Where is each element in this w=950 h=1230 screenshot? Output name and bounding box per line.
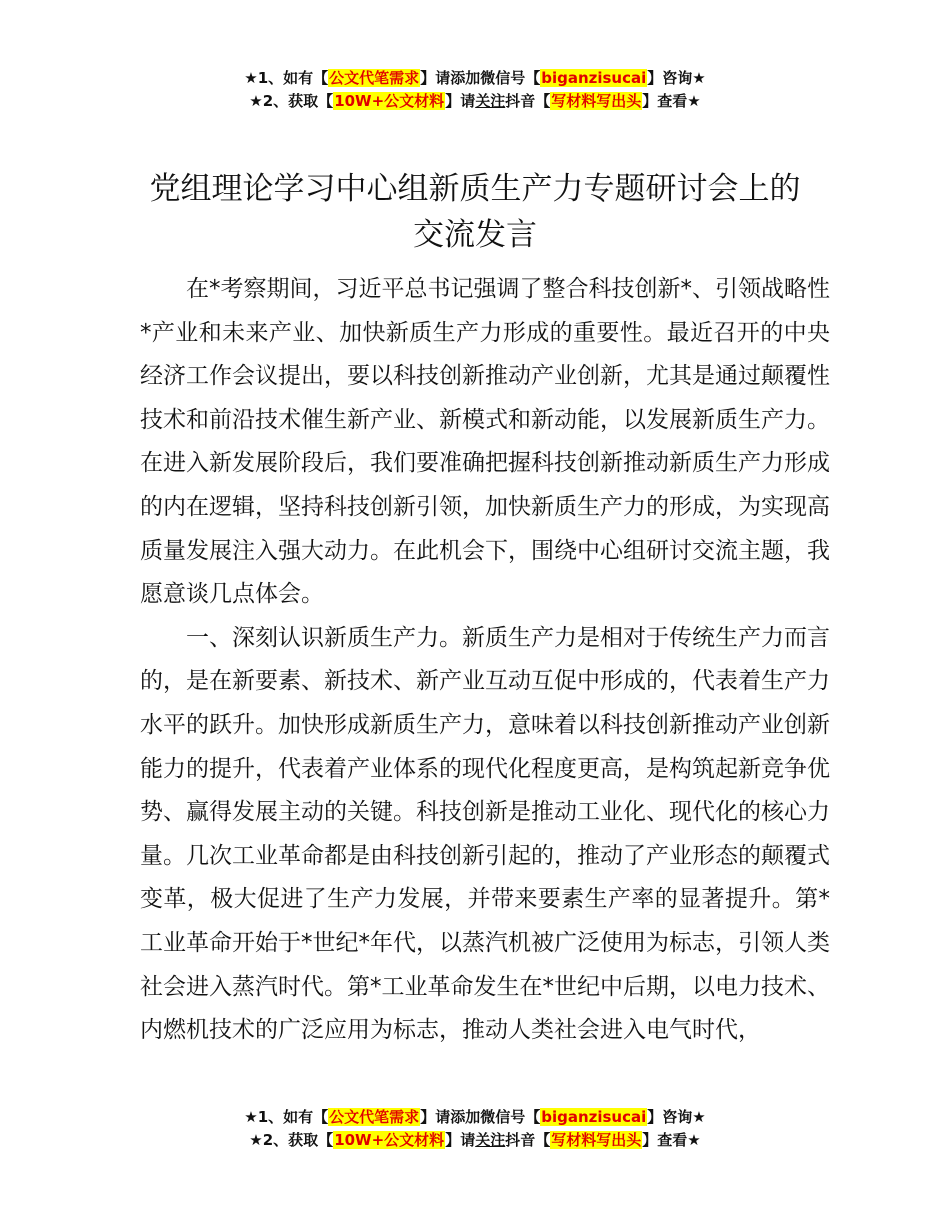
banner-text: ★2、获取【 (249, 1131, 334, 1149)
banner-line-1 (0, 67, 950, 90)
highlight-materials: 10W+公文材料 (334, 92, 445, 110)
highlight-materials: 10W+公文材料 (334, 1131, 445, 1149)
banner-text: 】请 (445, 1131, 476, 1149)
banner-text: ★2、获取【 (249, 92, 334, 110)
banner-text: 】查看★ (642, 92, 701, 110)
banner-text: 】咨询★ (647, 69, 706, 87)
document-title: 党组理论学习中心组新质生产力专题研讨会上的交流发言 (149, 171, 801, 253)
banner-text: 】查看★ (642, 1131, 701, 1149)
footer-banner (0, 1106, 950, 1152)
banner-line-2 (0, 90, 950, 113)
banner-text: 】请添加微信号【 (420, 1108, 541, 1126)
banner-text: 】请添加微信号【 (420, 69, 541, 87)
highlight-douyin-account: 写材料写出头 (551, 1131, 642, 1149)
highlight-douyin-account: 写材料写出头 (551, 92, 642, 110)
banner-text: ★1、如有【 (244, 69, 329, 87)
highlight-wechat-id: biganzisucai (541, 69, 647, 87)
highlight-ghostwriting: 公文代笔需求 (329, 1108, 420, 1126)
header-banner (0, 67, 950, 113)
paragraph-intro: 在*考察期间，习近平总书记强调了整合科技创新*、引领战略性*产业和未来产业、加快新质生产力形成的重要性。最近召开的中央经济工作会议提出，要以科技创新推动产业创新，尤其是通过颠覆性技术和前沿技术催生新产业、新模式和新动能，以发展新质生产力。在进入新发展阶段后，我们要准确把握科技创新推动新质生产力形成的内在逻辑，坚持科技创新引领，加快新质生产力的形成，为实现高质量发展注入强大动力。在此机会下，围绕中心组研讨交流主题，我愿意谈几点体会。 (140, 276, 830, 608)
banner-line-1 (0, 1106, 950, 1129)
banner-text: 】请 (445, 92, 476, 110)
banner-text: 抖音【 (505, 92, 551, 110)
highlight-ghostwriting: 公文代笔需求 (329, 69, 420, 87)
underlined-follow: 关注 (475, 92, 506, 110)
paragraph-section-1: 一、深刻认识新质生产力。新质生产力是相对于传统生产力而言的，是在新要素、新技术、新产业互动互促中形成的，代表着生产力水平的跃升。加快形成新质生产力，意味着以科技创新推动产业创新能力的提升，代表着产业体系的现代化程度更高，是构筑起新竞争优势、赢得发展主动的关键。科技创新是推动工业化、现代化的核心力量。几次工业革命都是由科技创新引起的，推动了产业形态的颠覆式变革，极大促进了生产力发展，并带来要素生产率的显著提升。第*工业革命开始于*世纪*年代，以蒸汽机被广泛使用为标志，引领人类社会进入蒸汽时代。第*工业革命发生在*世纪中后期，以电力技术、内燃机技术的广泛应用为标志，推动人类社会进入电气时代， (140, 624, 830, 1044)
banner-line-2 (0, 1129, 950, 1152)
highlight-wechat-id: biganzisucai (541, 1108, 647, 1126)
banner-text: 】咨询★ (647, 1108, 706, 1126)
banner-text: ★1、如有【 (244, 1108, 329, 1126)
document-body (140, 268, 830, 1053)
underlined-follow: 关注 (475, 1131, 506, 1149)
banner-text: 抖音【 (505, 1131, 551, 1149)
